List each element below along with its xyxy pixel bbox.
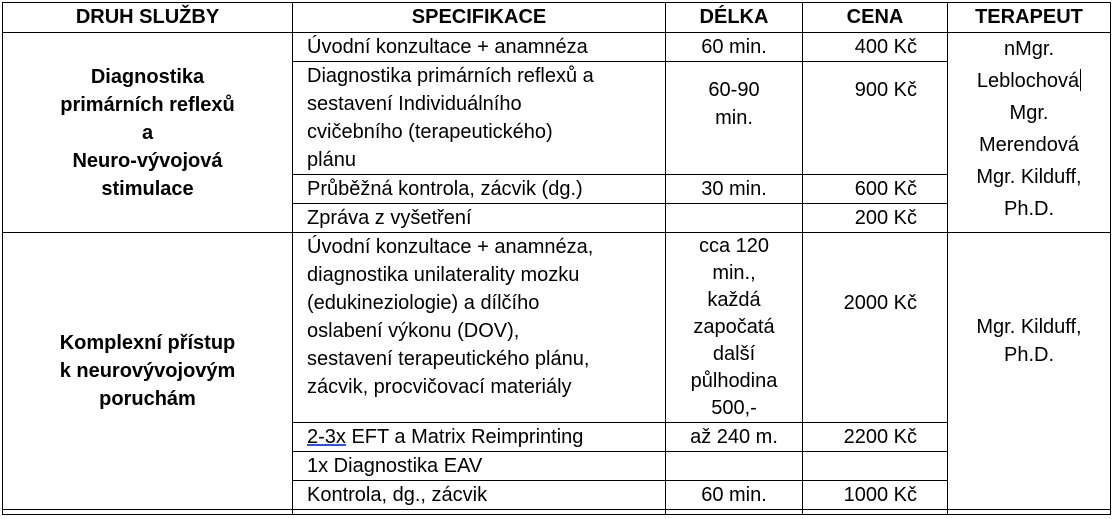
table-row-partial xyxy=(3,510,1111,515)
header-service: DRUH SLUŽBY xyxy=(3,3,293,33)
therapist-cell: Mgr. Kilduff, Ph.D. xyxy=(948,233,1111,510)
price-cell: 1000 Kč xyxy=(803,481,948,510)
price-cell: 400 Kč xyxy=(803,33,948,62)
price-cell: 600 Kč xyxy=(803,175,948,204)
price-table xyxy=(2,2,1111,515)
spec-cell: 1x Diagnostika EAV xyxy=(293,452,666,481)
duration-cell: 60 min. xyxy=(666,33,803,62)
header-row xyxy=(3,3,1111,33)
header-duration: DÉLKA xyxy=(666,3,803,33)
therapist-cell: nMgr. Leblochová Mgr. Merendová Mgr. Kilduff, Ph.D. xyxy=(948,33,1111,233)
spec-cell: Úvodní konzultace + anamnéza xyxy=(293,33,666,62)
duration-cell xyxy=(666,204,803,233)
price-cell xyxy=(803,452,948,481)
spec-cell: Diagnostika primárních reflexů a sestavení Individuálního cvičebního (terapeutického) plánu xyxy=(293,62,666,175)
price-cell: 200 Kč xyxy=(803,204,948,233)
header-spec: SPECIFIKACE xyxy=(293,3,666,33)
duration-cell: až 240 m. xyxy=(666,423,803,452)
spec-cell: Zpráva z vyšetření xyxy=(293,204,666,233)
price-cell: 900 Kč xyxy=(803,62,948,175)
spec-cell: Kontrola, dg., zácvik xyxy=(293,481,666,510)
table-row xyxy=(3,33,1111,62)
spec-cell: Průběžná kontrola, zácvik (dg.) xyxy=(293,175,666,204)
spec-cell: 2-3x EFT a Matrix Reimprinting xyxy=(293,423,666,452)
spec-cell: Úvodní konzultace + anamnéza, diagnostika unilaterality mozku (edukineziologie) a dílčího oslabení výkonu (DOV), sestavení terapeutického plánu, zácvik, procvičovací materiály xyxy=(293,233,666,423)
table-row xyxy=(3,233,1111,423)
duration-cell: 60-90 min. xyxy=(666,62,803,175)
service-name: Komplexní přístup k neurovývojovým poruchám xyxy=(3,233,293,510)
price-cell: 2200 Kč xyxy=(803,423,948,452)
price-cell: 2000 Kč xyxy=(803,233,948,423)
text-cursor xyxy=(1080,69,1081,91)
header-therapist: TERAPEUT xyxy=(948,3,1111,33)
duration-cell xyxy=(666,452,803,481)
duration-cell: 60 min. xyxy=(666,481,803,510)
header-price: CENA xyxy=(803,3,948,33)
duration-cell: 30 min. xyxy=(666,175,803,204)
service-name: Diagnostika primárních reflexů a Neuro-vývojová stimulace xyxy=(3,33,293,233)
duration-cell: cca 120 min., každá započatá další půlhodina 500,- xyxy=(666,233,803,423)
